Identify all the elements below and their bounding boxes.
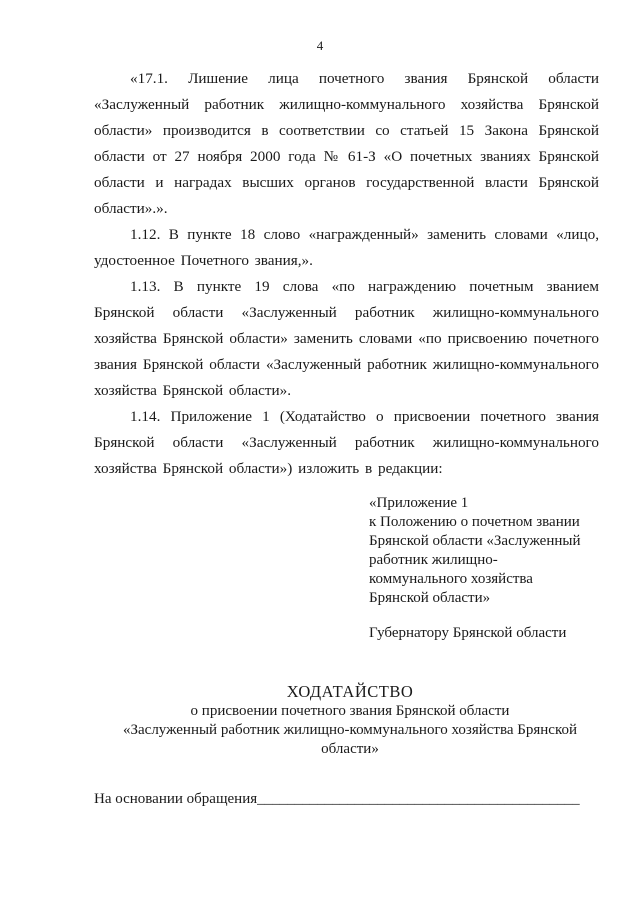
petition-subtitle-line-2: «Заслуженный работник жилищно-коммунального хозяйства Брянской (122, 722, 578, 738)
appendix-header: «Приложение 1 к Положению о почетном звании Брянской области «Заслуженный работник жилищно- коммунального хозяйства Брянской области» (369, 495, 581, 606)
page-number: 4 (316, 38, 324, 53)
addressee: Губернатору Брянской области (369, 625, 567, 641)
petition-subtitle-line-3: области» (321, 741, 379, 757)
paragraph-17-1: «17.1. Лишение лица почетного звания Брянской области «Заслуженный работник жилищно-коммунального хозяйства Брянской области» производится в соответствии со статьей 15 Закона Брянской области от 27 ноября 2000 года № 61-З «О почетных званиях Брянской области и наградах высших органов государственной власти Брянской области».». (94, 70, 599, 217)
petition-heading (100, 682, 600, 759)
paragraph-1-14: 1.14. Приложение 1 (Ходатайство о присвоении почетного звания Брянской области «Заслуженный работник жилищно-коммунального хозяйства Брянской области») изложить в редакции: (94, 408, 599, 477)
basis-blank-field: ___________________________________________ (257, 791, 580, 807)
paragraph-1-13: 1.13. В пункте 19 слова «по награждению почетным званием Брянской области «Заслуженный работник жилищно-коммунального хозяйства Брянской области» заменить словами «по присвоению почетного звания Брянской области «Заслуженный работник жилищно-коммунального хозяйства Брянской области». (94, 278, 599, 399)
amendment-text (94, 66, 599, 482)
basis-label: На основании обращения (94, 791, 258, 807)
basis-line (94, 790, 594, 809)
petition-title: ХОДАТАЙСТВО (286, 682, 414, 701)
paragraph-1-12: 1.12. В пункте 18 слово «награжденный» заменить словами «лицо, удостоенное Почетного звания,». (94, 226, 599, 269)
petition-subtitle-line-1: о присвоении почетного звания Брянской области (190, 703, 510, 719)
